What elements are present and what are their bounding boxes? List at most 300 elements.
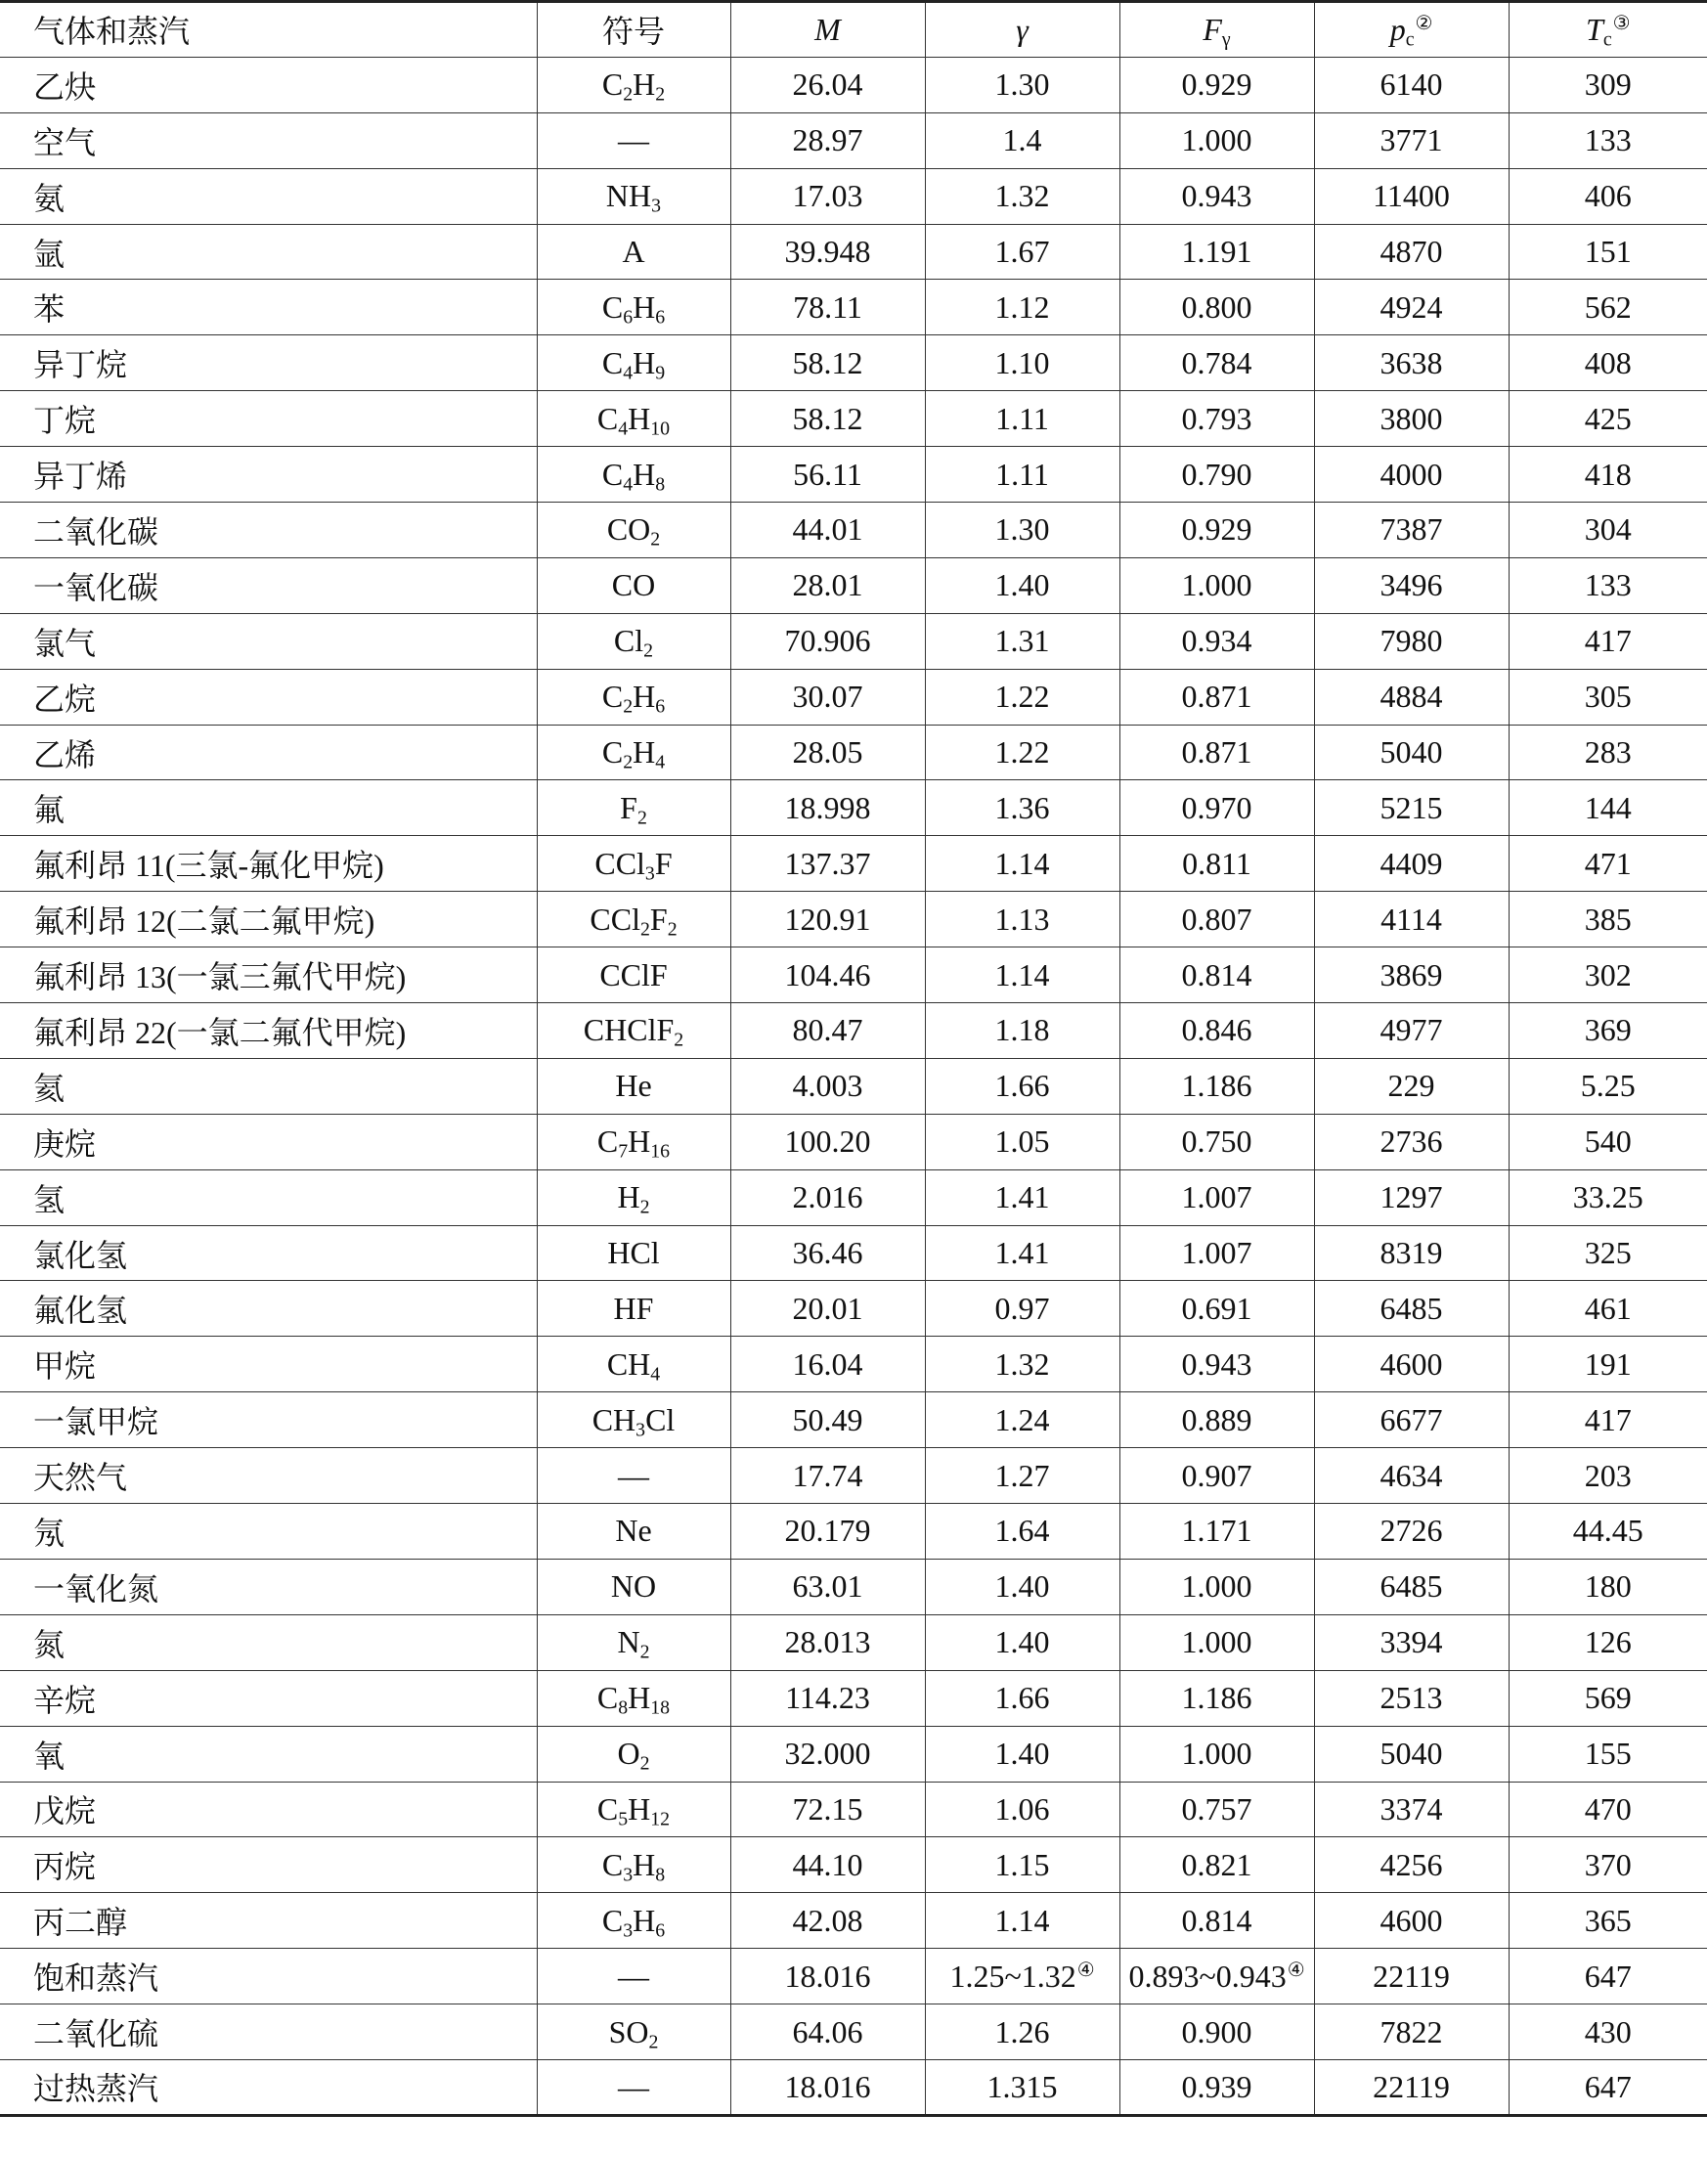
cell-gamma — [925, 669, 1119, 725]
gamma-value: 1.30 — [994, 511, 1050, 548]
f-gamma-value: 0.793 — [1181, 400, 1252, 436]
critical-pressure-value: 6677 — [1380, 1401, 1443, 1437]
symbol-part: H — [633, 344, 656, 380]
cell-symbol — [537, 1003, 730, 1059]
cell-name — [0, 780, 537, 836]
critical-temperature-value: 425 — [1584, 400, 1632, 436]
cell-critical-temperature — [1509, 57, 1707, 112]
gamma-value: 1.41 — [994, 1235, 1050, 1271]
cell-critical-temperature — [1509, 1559, 1707, 1614]
gas-name: 氯气 — [33, 625, 97, 661]
symbol-subscript: 2 — [639, 1196, 650, 1218]
critical-temperature-value: 302 — [1584, 956, 1632, 992]
molar-mass-value: 72.15 — [792, 1790, 863, 1827]
gas-name: 氢 — [33, 1181, 66, 1217]
critical-pressure-value: 4870 — [1380, 234, 1443, 269]
table-row — [0, 557, 1707, 613]
cell-critical-temperature — [1509, 1114, 1707, 1169]
gas-name: 氨 — [33, 180, 66, 216]
molar-mass-value: 20.179 — [784, 1513, 871, 1549]
cell-critical-pressure — [1314, 1614, 1509, 1670]
cell-symbol — [537, 1392, 730, 1448]
cell-name — [0, 2004, 537, 2060]
cell-critical-temperature — [1509, 280, 1707, 335]
table-row — [0, 1448, 1707, 1504]
critical-pressure-value: 3374 — [1380, 1790, 1443, 1827]
symbol-subscript: 2 — [623, 83, 634, 106]
cell-symbol — [537, 892, 730, 947]
cell-critical-pressure — [1314, 836, 1509, 892]
cell-molar-mass — [730, 1670, 925, 1726]
cell-gamma — [925, 2059, 1119, 2115]
symbol-part: F — [620, 789, 637, 825]
cell-molar-mass — [730, 557, 925, 613]
gas-name: 丙二醇 — [33, 1905, 128, 1941]
f-gamma-value: 0.814 — [1181, 956, 1252, 992]
table-row — [0, 947, 1707, 1003]
cell-f-gamma — [1119, 1559, 1314, 1614]
cell-f-gamma — [1119, 1058, 1314, 1114]
cell-gamma — [925, 1504, 1119, 1560]
table-row — [0, 2004, 1707, 2060]
symbol-part: H — [633, 734, 656, 771]
table-row — [0, 391, 1707, 447]
cell-name — [0, 1949, 537, 2004]
gas-name: 辛烷 — [33, 1682, 97, 1718]
cell-critical-temperature — [1509, 335, 1707, 391]
symbol-part: H — [633, 679, 656, 715]
cell-critical-pressure — [1314, 1058, 1509, 1114]
critical-pressure-value: 4000 — [1380, 456, 1443, 492]
header-tc-footnote: ③ — [1612, 13, 1631, 35]
table-row — [0, 613, 1707, 669]
molar-mass-value: 137.37 — [784, 845, 871, 881]
table-row — [0, 1169, 1707, 1225]
gamma-value: 1.66 — [994, 1068, 1050, 1104]
cell-f-gamma — [1119, 391, 1314, 447]
cell-molar-mass — [730, 1448, 925, 1504]
cell-f-gamma — [1119, 57, 1314, 112]
f-gamma-value: 0.943 — [1181, 1345, 1252, 1382]
cell-gamma — [925, 613, 1119, 669]
cell-symbol — [537, 1893, 730, 1949]
cell-symbol — [537, 669, 730, 725]
gas-name: 乙烷 — [33, 681, 97, 717]
cell-critical-temperature — [1509, 892, 1707, 947]
gamma-value: 1.12 — [994, 288, 1050, 325]
cell-symbol — [537, 1169, 730, 1225]
symbol-part: CHClF — [583, 1012, 675, 1048]
cell-critical-temperature — [1509, 725, 1707, 780]
table-row — [0, 1337, 1707, 1392]
header-f-gamma-sub: γ — [1221, 28, 1231, 51]
cell-f-gamma — [1119, 1837, 1314, 1893]
cell-symbol — [537, 503, 730, 558]
symbol-part: NO — [610, 1568, 657, 1605]
table-row — [0, 669, 1707, 725]
header-gamma — [925, 2, 1119, 58]
critical-temperature-value: 647 — [1584, 1958, 1632, 1994]
critical-temperature-value: 44.45 — [1572, 1513, 1643, 1549]
f-gamma-value: 0.907 — [1181, 1457, 1252, 1493]
gas-name: 甲烷 — [33, 1348, 97, 1385]
cell-name — [0, 1058, 537, 1114]
symbol-part: C — [596, 400, 619, 436]
molar-mass-value: 78.11 — [793, 288, 862, 325]
cell-critical-pressure — [1314, 1114, 1509, 1169]
molar-mass-value: 42.08 — [792, 1902, 863, 1938]
gas-name: 空气 — [33, 124, 97, 160]
table-row — [0, 224, 1707, 280]
cell-molar-mass — [730, 57, 925, 112]
cell-symbol — [537, 1504, 730, 1560]
symbol-part: A — [622, 234, 645, 269]
cell-critical-temperature — [1509, 2004, 1707, 2060]
header-gamma-text: γ — [1016, 11, 1029, 47]
cell-symbol — [537, 613, 730, 669]
cell-name — [0, 168, 537, 224]
symbol-part: HCl — [607, 1235, 660, 1271]
cell-name — [0, 947, 537, 1003]
cell-gamma — [925, 168, 1119, 224]
symbol-subscript: 3 — [651, 195, 662, 217]
symbol-part: C — [596, 1123, 619, 1160]
critical-temperature-value: 126 — [1584, 1624, 1632, 1660]
gas-name: 丁烷 — [33, 403, 97, 439]
critical-temperature-value: 471 — [1584, 845, 1632, 881]
f-gamma-value: 0.757 — [1181, 1790, 1252, 1827]
gamma-value: 1.13 — [994, 901, 1050, 937]
cell-f-gamma — [1119, 1392, 1314, 1448]
table-row — [0, 57, 1707, 112]
cell-f-gamma — [1119, 892, 1314, 947]
cell-f-gamma — [1119, 557, 1314, 613]
table-row — [0, 503, 1707, 558]
cell-gamma — [925, 1670, 1119, 1726]
cell-symbol — [537, 1670, 730, 1726]
cell-critical-temperature — [1509, 447, 1707, 503]
cell-critical-pressure — [1314, 224, 1509, 280]
symbol-subscript: 8 — [618, 1696, 629, 1719]
cell-critical-temperature — [1509, 669, 1707, 725]
molar-mass-value: 63.01 — [792, 1568, 863, 1605]
cell-critical-temperature — [1509, 1949, 1707, 2004]
critical-temperature-value: 417 — [1584, 1401, 1632, 1437]
cell-molar-mass — [730, 892, 925, 947]
symbol-part: CCl — [590, 901, 640, 937]
cell-critical-temperature — [1509, 391, 1707, 447]
cell-symbol — [537, 335, 730, 391]
gas-name: 过热蒸汽 — [33, 2071, 159, 2107]
cell-critical-temperature — [1509, 836, 1707, 892]
f-gamma-value: 1.007 — [1181, 1235, 1252, 1271]
gamma-value: 1.4 — [1002, 122, 1042, 158]
cell-f-gamma — [1119, 2059, 1314, 2115]
cell-name — [0, 1726, 537, 1782]
gas-name: 一氧化氮 — [33, 1570, 159, 1607]
symbol-part: C — [596, 1790, 619, 1827]
critical-pressure-value: 6140 — [1380, 66, 1443, 103]
symbol-part: C — [601, 679, 624, 715]
cell-molar-mass — [730, 2004, 925, 2060]
symbol-part: O — [617, 1736, 640, 1772]
critical-pressure-value: 11400 — [1373, 178, 1450, 214]
cell-molar-mass — [730, 836, 925, 892]
cell-name — [0, 613, 537, 669]
gas-name: 氯化氢 — [33, 1237, 128, 1273]
symbol-subscript: 12 — [650, 1808, 671, 1830]
gamma-value: 1.315 — [986, 2068, 1058, 2104]
gamma-value: 1.14 — [994, 956, 1050, 992]
symbol-subscript: 2 — [674, 1030, 684, 1052]
gas-name: 氖 — [33, 1515, 66, 1551]
molar-mass-value: 28.05 — [792, 734, 863, 771]
molar-mass-value: 100.20 — [784, 1123, 871, 1160]
cell-f-gamma — [1119, 947, 1314, 1003]
critical-pressure-value: 22119 — [1373, 1958, 1450, 1994]
f-gamma-value: 0.846 — [1181, 1012, 1252, 1048]
f-gamma-value: 0.871 — [1181, 734, 1252, 771]
cell-critical-pressure — [1314, 1782, 1509, 1837]
cell-f-gamma — [1119, 1225, 1314, 1281]
molar-mass-value: 120.91 — [784, 901, 871, 937]
symbol-part: C — [596, 1680, 619, 1716]
gamma-value: 1.40 — [994, 567, 1050, 603]
symbol-part: C — [601, 344, 624, 380]
f-gamma-value: 1.000 — [1181, 122, 1252, 158]
critical-pressure-value: 3394 — [1380, 1624, 1443, 1660]
cell-name — [0, 836, 537, 892]
cell-gamma — [925, 391, 1119, 447]
gamma-value: 1.11 — [995, 400, 1049, 436]
symbol-part: C — [601, 66, 624, 103]
gas-name: 异丁烷 — [33, 347, 128, 383]
critical-temperature-value: 540 — [1584, 1123, 1632, 1160]
f-gamma-value: 0.939 — [1181, 2068, 1252, 2104]
cell-gamma — [925, 280, 1119, 335]
critical-temperature-value: 418 — [1584, 456, 1632, 492]
cell-f-gamma — [1119, 1448, 1314, 1504]
gas-name: 二氧化碳 — [33, 513, 159, 550]
cell-critical-temperature — [1509, 1169, 1707, 1225]
symbol-subscript: 4 — [650, 1363, 661, 1386]
critical-temperature-value: 417 — [1584, 623, 1632, 659]
cell-molar-mass — [730, 1169, 925, 1225]
cell-critical-temperature — [1509, 1726, 1707, 1782]
critical-pressure-value: 4977 — [1380, 1012, 1443, 1048]
cell-critical-temperature — [1509, 1504, 1707, 1560]
symbol-part: — — [618, 1457, 649, 1493]
symbol-part: Cl — [613, 623, 644, 659]
symbol-subscript: 16 — [650, 1140, 671, 1163]
cell-symbol — [537, 557, 730, 613]
cell-f-gamma — [1119, 335, 1314, 391]
header-tc-base: T — [1586, 11, 1603, 47]
cell-critical-temperature — [1509, 503, 1707, 558]
header-symbol-text: 符号 — [601, 14, 665, 50]
cell-molar-mass — [730, 1504, 925, 1560]
critical-pressure-value: 8319 — [1380, 1235, 1443, 1271]
critical-temperature-value: 191 — [1584, 1345, 1632, 1382]
cell-critical-temperature — [1509, 2059, 1707, 2115]
gamma-value: 1.06 — [994, 1790, 1050, 1827]
critical-pressure-value: 3869 — [1380, 956, 1443, 992]
symbol-part: H — [633, 1846, 656, 1882]
cell-f-gamma — [1119, 1169, 1314, 1225]
symbol-part: C — [601, 734, 624, 771]
symbol-part: H — [633, 456, 656, 492]
cell-critical-pressure — [1314, 1003, 1509, 1059]
critical-pressure-value: 5040 — [1380, 734, 1443, 771]
header-critical-pressure — [1314, 2, 1509, 58]
header-critical-temperature — [1509, 2, 1707, 58]
critical-pressure-value: 4884 — [1380, 679, 1443, 715]
symbol-subscript: 5 — [618, 1808, 629, 1830]
gamma-value: 1.40 — [994, 1624, 1050, 1660]
header-row — [0, 2, 1707, 58]
cell-name — [0, 1392, 537, 1448]
critical-temperature-value: 430 — [1584, 2013, 1632, 2049]
cell-f-gamma — [1119, 1614, 1314, 1670]
gamma-value: 1.18 — [994, 1012, 1050, 1048]
f-gamma-value: 0.943 — [1181, 178, 1252, 214]
cell-molar-mass — [730, 1949, 925, 2004]
cell-name — [0, 1670, 537, 1726]
table-row — [0, 1949, 1707, 2004]
critical-temperature-value: 470 — [1584, 1790, 1632, 1827]
cell-critical-temperature — [1509, 224, 1707, 280]
cell-name — [0, 1893, 537, 1949]
cell-critical-pressure — [1314, 1169, 1509, 1225]
molar-mass-value: 58.12 — [792, 400, 863, 436]
molar-mass-value: 44.01 — [792, 511, 863, 548]
header-molar-mass-text: M — [814, 11, 841, 47]
gas-name: 异丁烯 — [33, 459, 128, 495]
gamma-value: 1.24 — [994, 1401, 1050, 1437]
cell-gamma — [925, 1337, 1119, 1392]
critical-pressure-value: 2736 — [1380, 1123, 1443, 1160]
cell-name — [0, 1337, 537, 1392]
table-row — [0, 780, 1707, 836]
symbol-part: CH — [591, 1401, 636, 1437]
cell-molar-mass — [730, 1058, 925, 1114]
cell-gamma — [925, 1281, 1119, 1337]
critical-temperature-value: 203 — [1584, 1457, 1632, 1493]
symbol-part: — — [618, 2068, 649, 2104]
header-symbol — [537, 2, 730, 58]
critical-temperature-value: 369 — [1584, 1012, 1632, 1048]
cell-f-gamma — [1119, 1504, 1314, 1560]
cell-molar-mass — [730, 2059, 925, 2115]
molar-mass-value: 20.01 — [792, 1290, 863, 1326]
gamma-value: 1.41 — [994, 1179, 1050, 1215]
symbol-subscript: 2 — [639, 1641, 650, 1663]
symbol-subscript: 7 — [618, 1140, 629, 1163]
cell-critical-pressure — [1314, 391, 1509, 447]
molar-mass-value: 50.49 — [792, 1401, 863, 1437]
symbol-subscript: 2 — [667, 918, 678, 941]
cell-critical-pressure — [1314, 1448, 1509, 1504]
cell-f-gamma — [1119, 503, 1314, 558]
table-row — [0, 1504, 1707, 1560]
f-gamma-value: 0.934 — [1181, 623, 1252, 659]
molar-mass-value: 70.906 — [784, 623, 871, 659]
molar-mass-value: 56.11 — [793, 456, 862, 492]
gas-name: 饱和蒸汽 — [33, 1960, 159, 1997]
cell-name — [0, 1837, 537, 1893]
table-row — [0, 1114, 1707, 1169]
molar-mass-value: 30.07 — [792, 679, 863, 715]
critical-pressure-value: 6485 — [1380, 1290, 1443, 1326]
cell-symbol — [537, 224, 730, 280]
cell-name — [0, 2059, 537, 2115]
molar-mass-value: 16.04 — [792, 1345, 863, 1382]
cell-molar-mass — [730, 112, 925, 168]
cell-name — [0, 224, 537, 280]
symbol-subscript: 2 — [643, 639, 654, 662]
critical-pressure-value: 4600 — [1380, 1902, 1443, 1938]
cell-symbol — [537, 1782, 730, 1837]
molar-mass-value: 104.46 — [784, 956, 871, 992]
cell-molar-mass — [730, 1893, 925, 1949]
symbol-part: H — [628, 1123, 651, 1160]
critical-pressure-value: 4634 — [1380, 1457, 1443, 1493]
symbol-subscript: 4 — [655, 751, 666, 773]
gamma-value: 1.14 — [994, 845, 1050, 881]
table-row — [0, 280, 1707, 335]
critical-pressure-value: 4114 — [1380, 901, 1442, 937]
cell-critical-pressure — [1314, 669, 1509, 725]
cell-critical-temperature — [1509, 1448, 1707, 1504]
symbol-subscript: 6 — [623, 306, 634, 329]
critical-temperature-value: 325 — [1584, 1235, 1632, 1271]
cell-molar-mass — [730, 447, 925, 503]
f-gamma-value: 1.000 — [1181, 1736, 1252, 1772]
cell-symbol — [537, 168, 730, 224]
molar-mass-value: 2.016 — [792, 1179, 863, 1215]
cell-molar-mass — [730, 1559, 925, 1614]
cell-molar-mass — [730, 1225, 925, 1281]
critical-temperature-value: 180 — [1584, 1568, 1632, 1605]
critical-pressure-value: 4924 — [1380, 288, 1443, 325]
critical-pressure-value: 22119 — [1373, 2068, 1450, 2104]
molar-mass-value: 32.000 — [784, 1736, 871, 1772]
cell-gamma — [925, 1837, 1119, 1893]
critical-pressure-value: 7822 — [1380, 2013, 1443, 2049]
cell-molar-mass — [730, 1281, 925, 1337]
cell-critical-pressure — [1314, 335, 1509, 391]
critical-temperature-value: 133 — [1584, 567, 1632, 603]
cell-symbol — [537, 57, 730, 112]
cell-critical-pressure — [1314, 1225, 1509, 1281]
gas-name: 氟利昂 12(二氯二氟甲烷) — [33, 903, 375, 940]
molar-mass-value: 36.46 — [792, 1235, 863, 1271]
cell-gamma — [925, 57, 1119, 112]
symbol-part: CClF — [599, 956, 668, 992]
cell-critical-temperature — [1509, 1782, 1707, 1837]
cell-name — [0, 1559, 537, 1614]
cell-critical-temperature — [1509, 1058, 1707, 1114]
symbol-subscript: 9 — [655, 362, 666, 384]
cell-gamma — [925, 947, 1119, 1003]
cell-name — [0, 1281, 537, 1337]
cell-critical-pressure — [1314, 2059, 1509, 2115]
cell-gamma — [925, 836, 1119, 892]
critical-temperature-value: 155 — [1584, 1736, 1632, 1772]
gas-name: 氩 — [33, 236, 66, 272]
f-gamma-value: 1.007 — [1181, 1179, 1252, 1215]
cell-f-gamma — [1119, 1893, 1314, 1949]
